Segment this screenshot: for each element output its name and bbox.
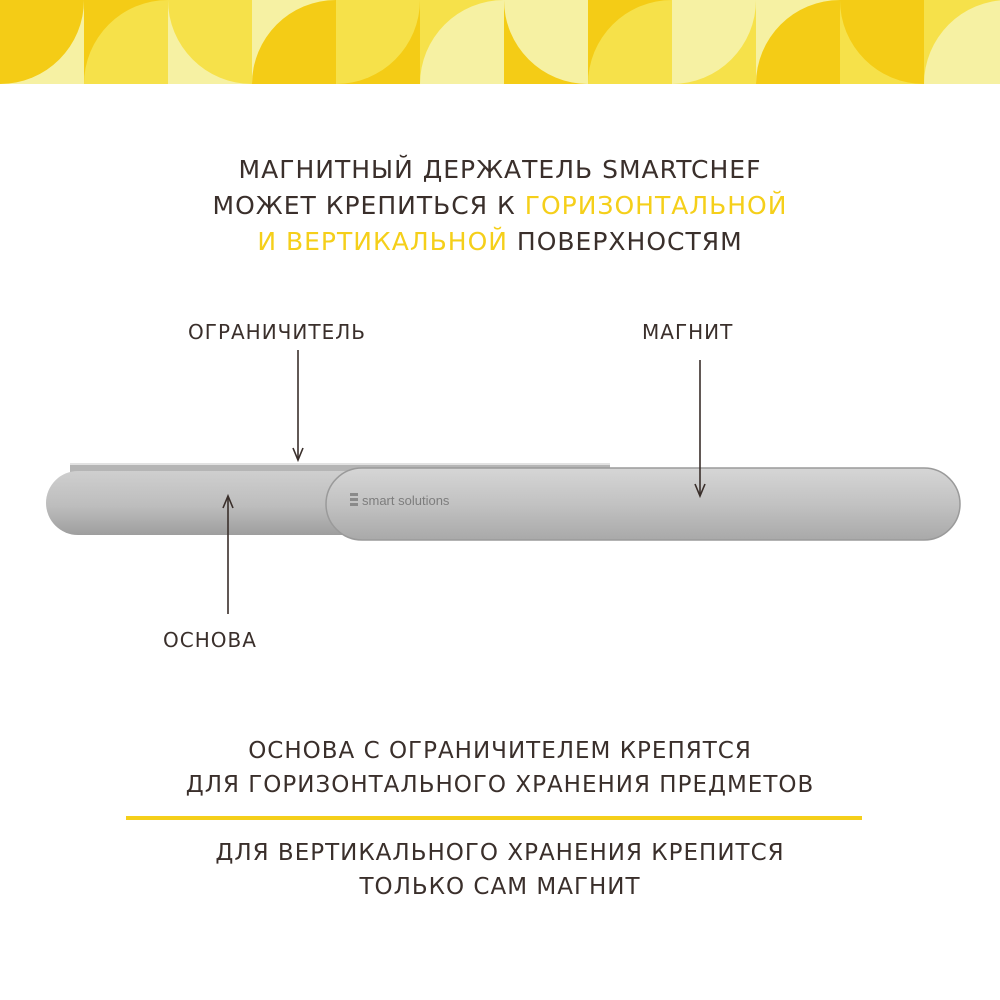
bottom-line-1: ОСНОВА С ОГРАНИЧИТЕЛЕМ КРЕПЯТСЯ [248, 738, 752, 764]
callout-magnet-label: МАГНИТ [642, 320, 734, 344]
page-heading [0, 152, 1000, 260]
heading-line-2 [0, 188, 1000, 224]
decorative-banner [0, 0, 1000, 84]
accent-divider [126, 816, 862, 820]
callout-limiter-label: ОГРАНИЧИТЕЛЬ [188, 320, 366, 344]
horizontal-storage-text [0, 734, 1000, 802]
bottom-line-2: ДЛЯ ГОРИЗОНТАЛЬНОГО ХРАНЕНИЯ ПРЕДМЕТОВ [185, 772, 815, 798]
vertical-storage-text [0, 836, 1000, 904]
heading-line-3-text: ПОВЕРХНОСТЯМ [507, 227, 743, 256]
bottom-line-3: ДЛЯ ВЕРТИКАЛЬНОГО ХРАНЕНИЯ КРЕПИТСЯ [215, 840, 785, 866]
product-diagram [0, 340, 1000, 640]
heading-highlight-vertical: И ВЕРТИКАЛЬНОЙ [257, 227, 508, 256]
callout-base-label: ОСНОВА [163, 628, 257, 652]
heading-line-1: МАГНИТНЫЙ ДЕРЖАТЕЛЬ SMARTCHEF [238, 155, 762, 184]
bottom-line-4: ТОЛЬКО САМ МАГНИТ [359, 874, 641, 900]
heading-line-3 [0, 224, 1000, 260]
heading-line-2-text: МОЖЕТ КРЕПИТЬСЯ К [212, 191, 525, 220]
smart-solutions-logo-icon [350, 493, 358, 506]
heading-highlight-horizontal: ГОРИЗОНТАЛЬНОЙ [524, 191, 788, 220]
product-logo-text: smart solutions [362, 493, 450, 508]
arrow-limiter [293, 350, 303, 460]
